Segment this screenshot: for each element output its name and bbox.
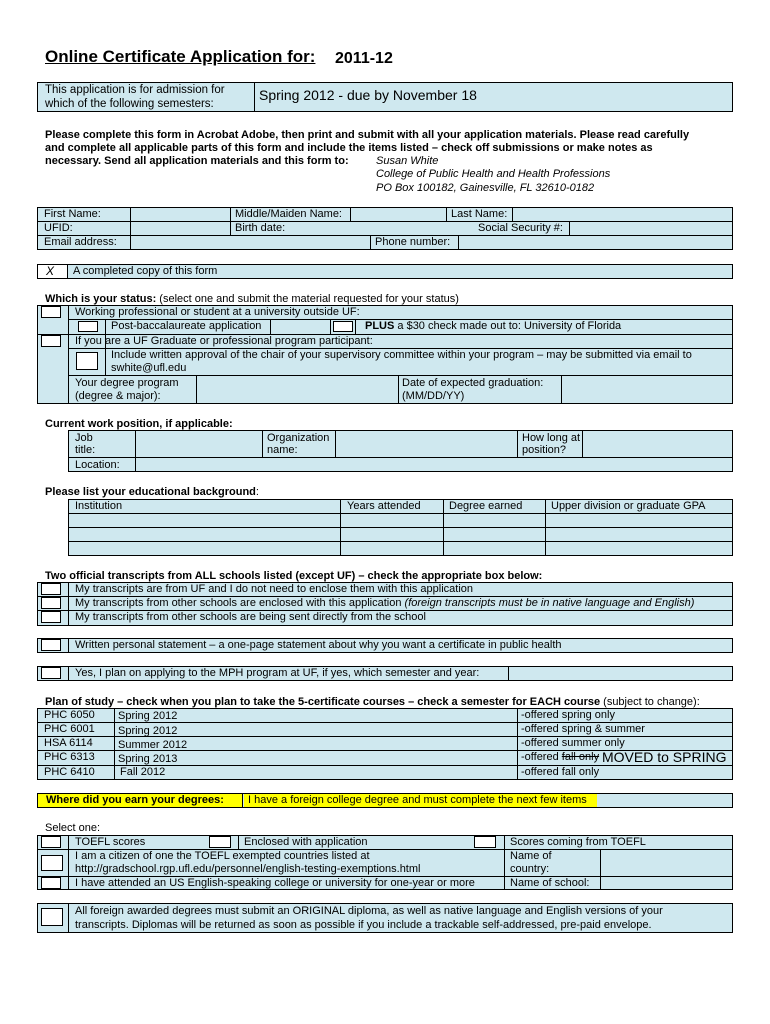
first-name-field[interactable] (131, 208, 229, 220)
phone-label: Phone number: (375, 236, 451, 248)
semester-label-1: This application is for admission for (45, 84, 225, 96)
statement-checkbox[interactable] (41, 639, 61, 651)
location-label: Location: (75, 459, 120, 471)
status-heading-bold: Which is your status: (45, 293, 157, 305)
foreign-diploma-line-2: transcripts. Diplomas will be returned as soon as possible if you include a trackable self-addressed, pre-paid envelope. (75, 919, 652, 931)
plus-check-text (365, 320, 621, 333)
instructions-line-2: and complete all applicable parts of this form and include the items listed – check off submissions or make notes as (45, 142, 653, 154)
email-field[interactable] (131, 236, 369, 248)
status-opt1-checkbox[interactable] (41, 306, 61, 318)
transcripts-opt2 (75, 597, 694, 610)
course-term[interactable]: Fall 2012 (120, 766, 166, 778)
postbac-label: Post-baccalaureate application (111, 320, 262, 332)
ufid-label: UFID: (44, 222, 73, 234)
organization-label-1: Organization (267, 432, 330, 444)
work-heading: Current work position, if applicable: (45, 418, 233, 430)
toefl-coming-checkbox[interactable] (474, 836, 496, 848)
transcripts-heading: Two official transcripts from ALL schools listed (except UF) – check the appropriate box below: (45, 570, 543, 582)
education-heading-bold: Please list your educational background (45, 486, 256, 498)
education-heading-rest: : (255, 486, 259, 498)
birth-date-field[interactable] (300, 222, 470, 234)
toefl-citizen-checkbox[interactable] (41, 855, 63, 871)
select-one-label: Select one: (45, 822, 101, 834)
education-col-institution: Institution (75, 500, 123, 512)
course-note: -offered summer only (521, 737, 625, 749)
course-code: PHC 6313 (44, 751, 95, 763)
birth-date-label: Birth date: (235, 222, 286, 234)
plan-heading-rest: (subject to change): (600, 696, 700, 708)
degree-program-field[interactable] (197, 376, 397, 403)
instructions-line-1: Please complete this form in Acrobat Adobe, then print and submit with all your application materials. Please read carefully (45, 129, 690, 141)
moved-note: MOVED to SPRING (602, 749, 727, 765)
postbac-checkbox[interactable] (78, 321, 98, 332)
course-term[interactable]: Spring 2012 (118, 725, 178, 737)
plus-rest: a $30 check made out to: University of Florida (394, 320, 622, 332)
toefl-enclosed-label: Enclosed with application (244, 836, 368, 848)
phone-field[interactable] (459, 236, 731, 248)
address-college: College of Public Health and Health Professions (376, 168, 611, 180)
status-opt1: Working professional or student at a university outside UF: (75, 306, 360, 318)
graduation-label-2: (MM/DD/YY) (402, 390, 465, 402)
education-col-years: Years attended (347, 500, 421, 512)
approval-line-1: Include written approval of the chair of your supervisory committee within your program – may be submitted via email to (111, 349, 692, 361)
page-title (45, 47, 315, 67)
plus-check-checkbox[interactable] (333, 321, 353, 332)
course-note: -offered spring & summer (521, 723, 645, 735)
middle-name-field[interactable] (351, 208, 445, 220)
toefl-scores-label: TOEFL scores (75, 836, 146, 848)
course-note-offered: -offered (521, 751, 559, 763)
toefl-attended-label: I have attended an US English-speaking college or university for one-year or more (75, 877, 475, 889)
course-term[interactable]: Summer 2012 (118, 739, 188, 751)
course-note-strike: fall only (561, 751, 600, 763)
instructions-line-3: necessary. Send all application materials and this form to: (45, 155, 349, 167)
transcripts-opt3: My transcripts from other schools are being sent directly from the school (75, 611, 426, 623)
transcripts-opt1: My transcripts are from UF and I do not need to enclose them with this application (75, 583, 474, 595)
transcripts-opt1-checkbox[interactable] (41, 583, 61, 595)
education-heading (45, 486, 259, 499)
last-name-field[interactable] (513, 208, 731, 220)
transcripts-opt2-checkbox[interactable] (41, 597, 61, 609)
transcripts-opt2-italic: (foreign transcripts must be in native language and English) (404, 597, 695, 609)
middle-name-label: Middle/Maiden Name: (235, 208, 342, 220)
foreign-diploma-line-1: All foreign awarded degrees must submit an ORIGINAL diploma, as well as native language and English versions of your (75, 905, 663, 917)
semester-label-2: which of the following semesters: (45, 98, 214, 110)
plus-bold: PLUS (365, 320, 395, 332)
semester-value: Spring 2012 - due by November 18 (259, 87, 477, 103)
course-term[interactable]: Spring 2013 (118, 753, 178, 765)
degrees-label: Where did you earn your degrees: (46, 794, 224, 806)
transcripts-opt3-checkbox[interactable] (41, 611, 61, 623)
ssn-label: Social Security #: (478, 222, 563, 234)
toefl-enclosed-checkbox[interactable] (209, 836, 231, 848)
address-po-box: PO Box 100182, Gainesville, FL 32610-0182 (376, 182, 595, 194)
mph-text: Yes, I plan on applying to the MPH program at UF, if yes, which semester and year: (75, 667, 480, 679)
title-year: 2011-12 (335, 50, 393, 67)
copy-mark: X (46, 264, 55, 278)
foreign-diploma-checkbox[interactable] (41, 908, 63, 926)
transcripts-opt2-main: My transcripts from other schools are enclosed with this application (75, 597, 405, 609)
job-title-label-1: Job (75, 432, 93, 444)
course-code: HSA 6114 (44, 737, 93, 749)
country-label-2: country: (510, 863, 550, 875)
toefl-attended-checkbox[interactable] (41, 877, 61, 889)
course-code: PHC 6050 (44, 709, 95, 721)
country-field[interactable] (601, 850, 732, 875)
ufid-field[interactable] (131, 222, 229, 234)
course-note: -offered fall only (521, 766, 600, 778)
school-name-field[interactable] (601, 877, 732, 889)
organization-label-2: name: (267, 444, 298, 456)
toefl-citizen-line-2: http://gradschool.rgp.ufl.edu/personnel/english-testing-exemptions.html (75, 863, 421, 875)
toefl-coming-label: Scores coming from TOEFL (510, 836, 646, 848)
job-title-field[interactable] (136, 431, 261, 456)
organization-field[interactable] (336, 431, 516, 456)
mph-checkbox[interactable] (41, 667, 61, 679)
course-note: -offered spring only (521, 709, 615, 721)
copy-text: A completed copy of this form (73, 265, 218, 277)
country-label-1: Name of (510, 850, 552, 862)
how-long-field[interactable] (583, 431, 732, 456)
toefl-citizen-line-1: I am a citizen of one the TOEFL exempted countries listed at (75, 850, 370, 862)
first-name-label: First Name: (44, 208, 101, 220)
graduation-label-1: Date of expected graduation: (402, 377, 544, 389)
address-name: Susan White (376, 155, 439, 167)
how-long-label-2: position? (522, 444, 567, 456)
graduation-date-field[interactable] (562, 376, 732, 403)
degrees-value: I have a foreign college degree and must complete the next few items (248, 794, 587, 806)
email-label: Email address: (44, 236, 117, 248)
school-name-label: Name of school: (510, 877, 590, 889)
title-text: Online Certificate Application for: (45, 47, 316, 66)
course-code: PHC 6410 (44, 766, 95, 778)
job-title-label-2: title: (75, 444, 96, 456)
degree-program-label-2: (degree & major): (75, 390, 161, 402)
status-opt2-checkbox[interactable] (41, 335, 61, 347)
approval-line-2: swhite@ufl.edu (111, 362, 187, 374)
statement-text: Written personal statement – a one-page statement about why you want a certificate in public health (75, 639, 562, 651)
location-field[interactable] (136, 458, 732, 471)
plan-heading-bold: Plan of study – check when you plan to take the 5-certificate courses – check a semester for EACH course (45, 696, 601, 708)
education-col-degree: Degree earned (449, 500, 523, 512)
how-long-label-1: How long at (522, 432, 581, 444)
status-heading-rest: (select one and submit the material requested for your status) (156, 293, 459, 305)
education-col-gpa: Upper division or graduate GPA (551, 500, 706, 512)
last-name-label: Last Name: (451, 208, 508, 220)
course-code: PHC 6001 (44, 723, 95, 735)
mph-semester-field[interactable] (509, 667, 732, 680)
course-term[interactable]: Spring 2012 (118, 710, 178, 722)
degree-program-label-1: Your degree program (75, 377, 179, 389)
course-note (521, 751, 599, 764)
ssn-field[interactable] (570, 222, 731, 234)
status-opt2: If you are a UF Graduate or professional program participant: (75, 335, 373, 347)
approval-checkbox[interactable] (76, 352, 98, 370)
toefl-scores-checkbox[interactable] (41, 836, 61, 848)
